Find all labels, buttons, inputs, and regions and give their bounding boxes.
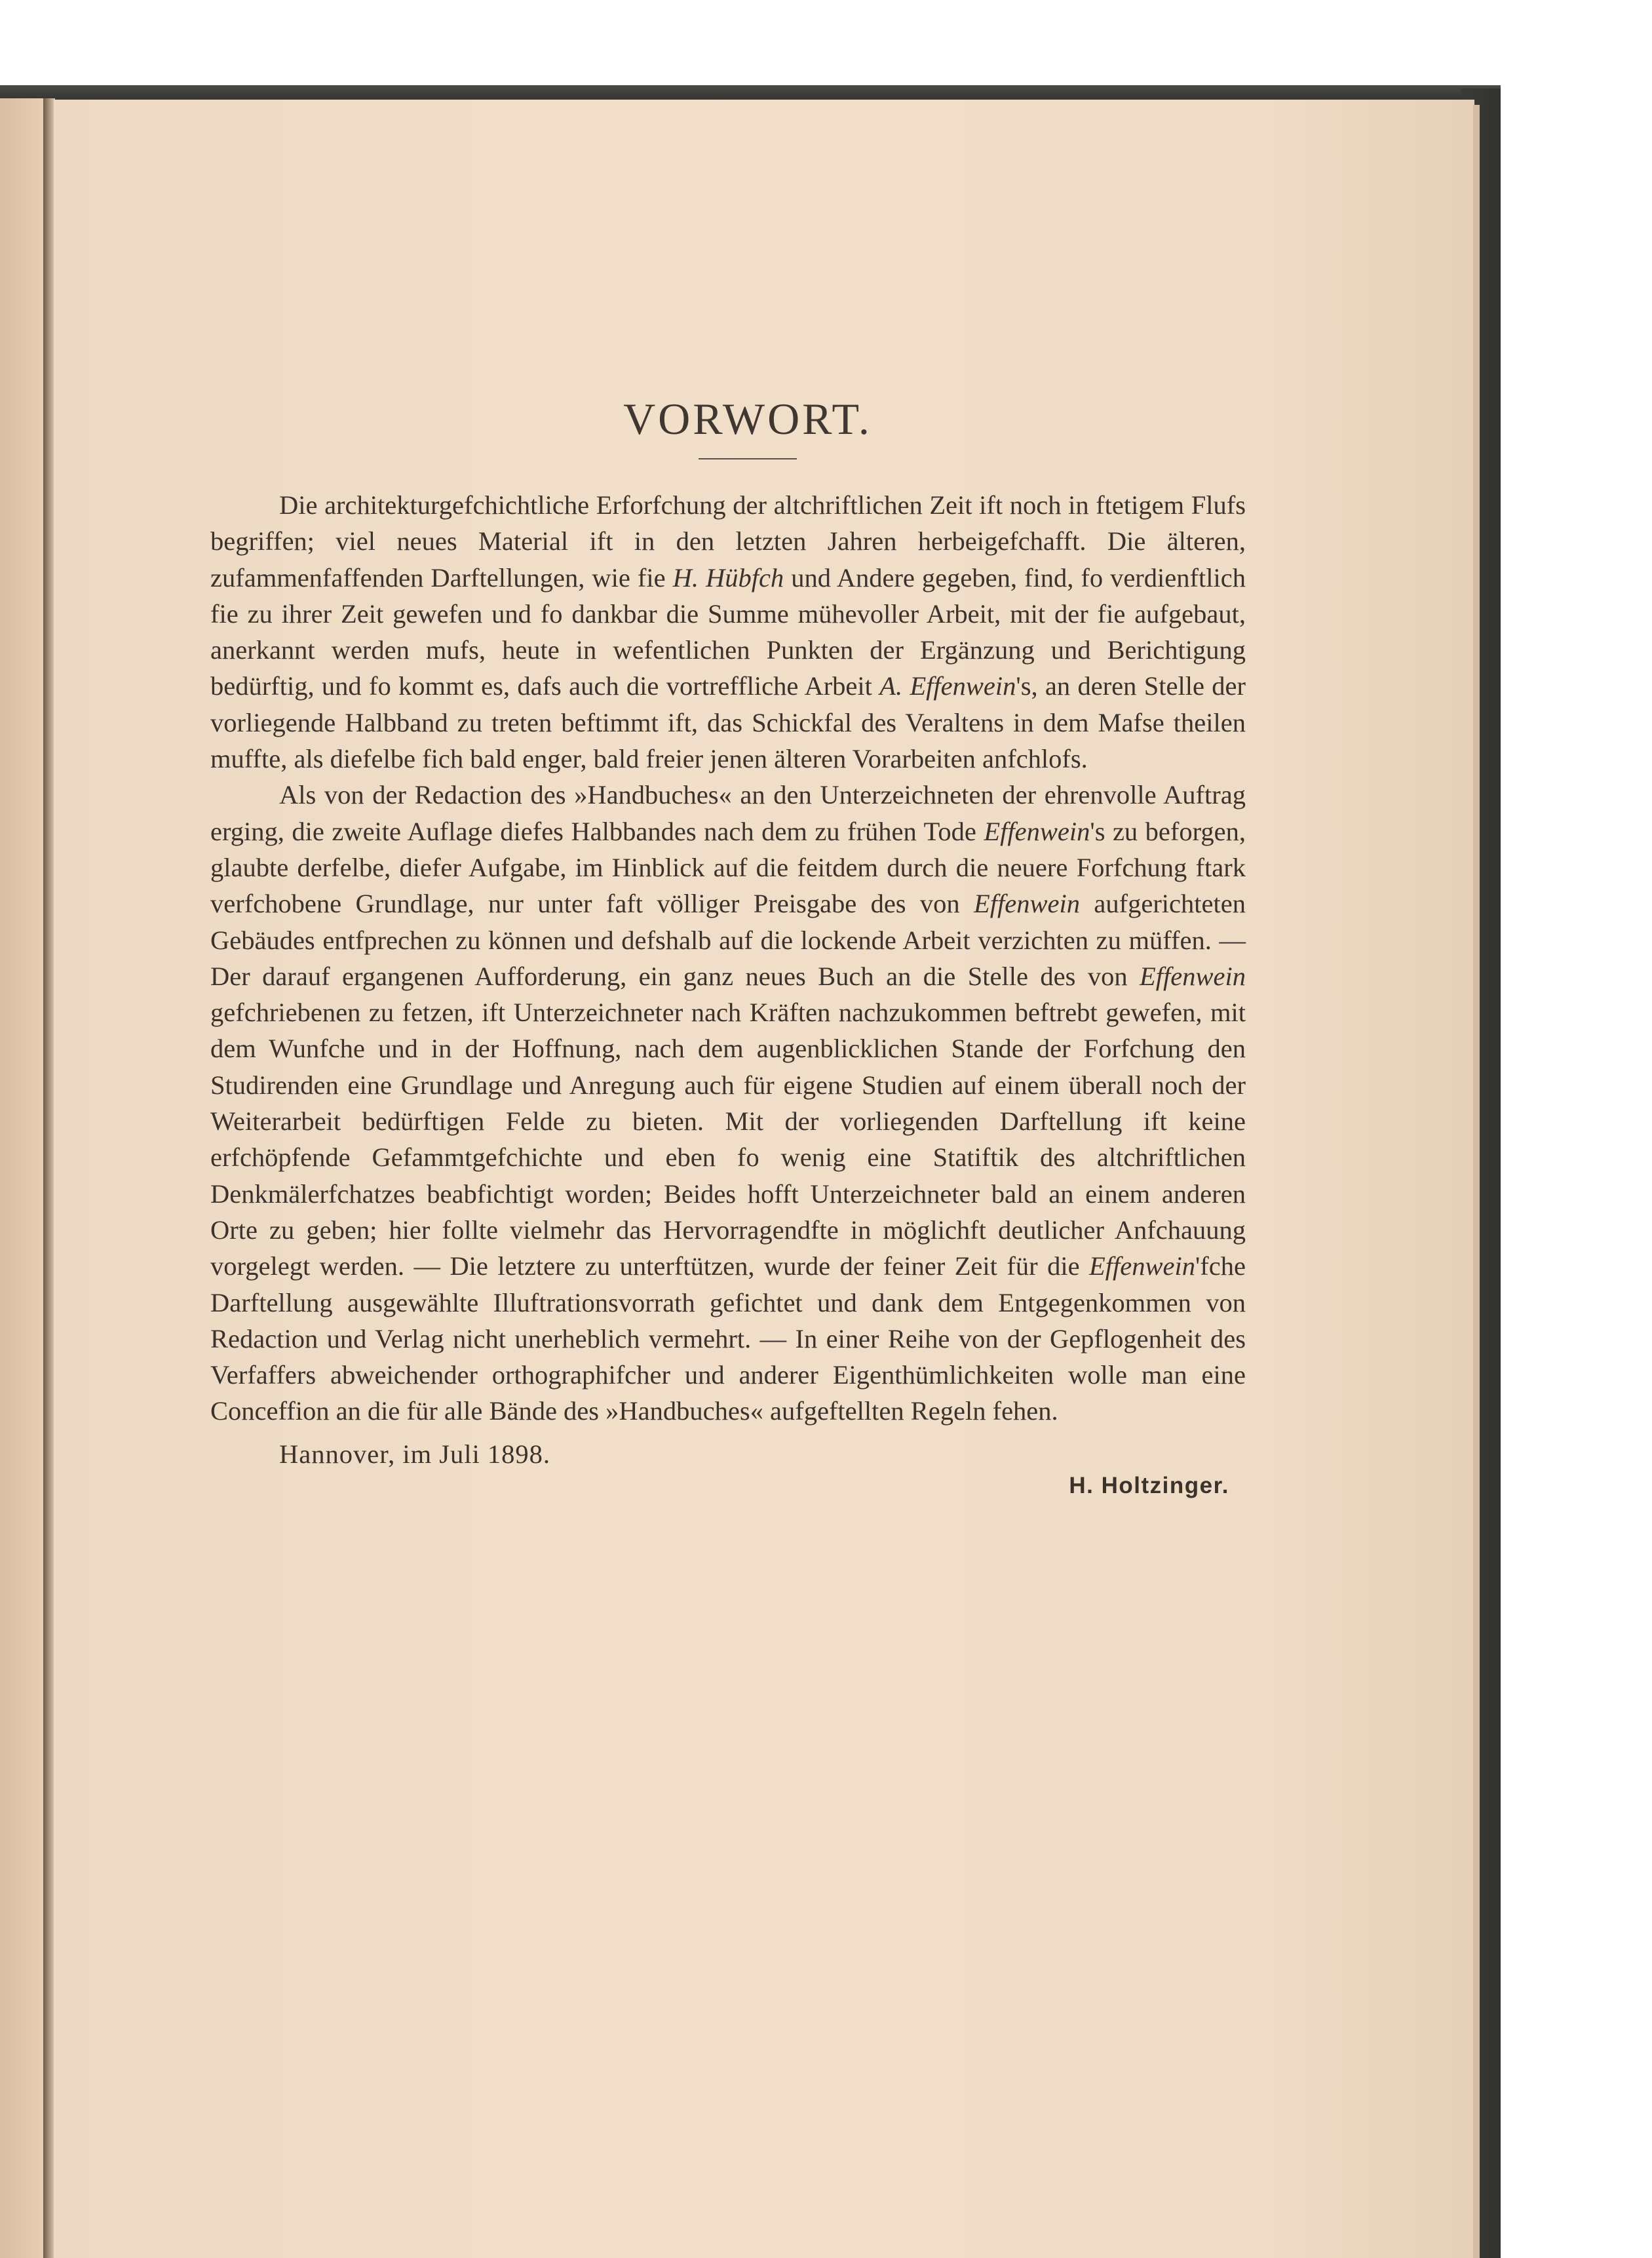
author-name: Effenwein [1140,961,1246,991]
author-name: Effenwein [974,889,1081,919]
paragraph-text: Als von der Redaction des »Handbuches« an den Unterzeichneten der ehrenvolle Auftrag erging, die zweite Auflage diefes Halbbandes nach dem zu frühen Tode [210,780,1246,846]
place-and-date: Hannover, im Juli 1898. [279,1439,550,1469]
page-title: VORWORT. [623,394,872,444]
paragraph-text: Die architekturgefchichtliche Erforfchung der altchriftlichen Zeit ift noch in ftetigem Flufs begriffen; viel neues Material ift in den letzten Jahren herbeigefchafft. Die älteren, zufammenfaffenden Darftellungen, wie fie [210,490,1246,593]
title-rule [699,458,797,459]
paragraph-text: 's zu beforgen, glaubte derfelbe, diefer Aufgabe, im Hinblick auf die feitdem durch die neuere Forfchung ftark verfchobene Grundlage, nur unter faft völliger Preisgabe des von [210,816,1246,919]
page-content [210,393,1246,1499]
paragraph-2 [210,777,1246,1429]
author-signature: H. Holtzinger. [1069,1472,1229,1498]
author-name: A. Effenwein [879,671,1016,701]
paragraph-text: und Andere gegeben, find, fo verdienftlich fie zu ihrer Zeit gewefen und fo dankbar die Summe mühevoller Arbeit, mit der fie aufgebaut, anerkannt werden mufs, heute in wefentlichen Punkten der Ergänzung und Berichtigung bedürftig, und fo kommt es, dafs auch die vortreffliche Arbeit [210,562,1246,701]
left-page-edge [0,98,45,2258]
paragraph-text: 's, an deren Stelle der vorliegende Halbband zu treten beftimmt ift, das Schickfal des Veraltens in dem Mafse theilen muffte, als diefelbe fich bald enger, bald freier jenen älteren Vorarbeiten anfchlofs. [210,671,1246,774]
paragraph-text: aufgerichteten Gebäudes entfprechen zu können und defshalb auf die lockende Arbeit verzichten zu müffen. — Der darauf ergangenen Aufforderung, ein ganz neues Buch an die Stelle des von [210,889,1246,991]
scan-background-right [1501,88,1652,2258]
page-fore-edge [1473,105,1480,2258]
author-name: H. Hübfch [672,562,784,593]
paragraph-1 [210,487,1246,777]
author-name: Effenwein [984,816,1090,846]
author-name: Effenwein [1089,1251,1195,1281]
paragraph-text: gefchriebenen zu fetzen, ift Unterzeichneter nach Kräften nachzukommen beftrebt gewefen, mit dem Wunfche und in der Hoffnung, nach dem augenblicklichen Stande der Forfchung den Studirenden eine Grundlage und Anregung auch für eigene Studien auf einem überall noch der Weiterarbeit bedürftigen Felde zu bieten. Mit der vorliegenden Darftellung ift keine erfchöpfende Gefammtgefchichte und eben fo wenig eine Statiftik des altchriftlichen Denkmälerfchatzes beabfichtigt worden; Beides hofft Unterzeichneter bald an einem anderen Orte zu geben; hier follte vielmehr das Hervorragendfte in möglichft deutlicher Anfchauung vorgelegt werden. — Die letztere zu unterftützen, wurde der feiner Zeit für die [210,998,1246,1281]
paragraph-text: 'fche Darftellung ausgewählte Illuftrationsvorrath gefichtet und dank dem Entgegenkommen von Redaction und Verlag nicht unerheblich vermehrt. — In einer Reihe von der Gepflogenheit des Verfaffers abweichender orthographifcher und anderer Eigenthümlichkeiten wolle man eine Conceffion an die für alle Bände des »Handbuches« aufgeftellten Regeln fehen. [210,1251,1246,1426]
